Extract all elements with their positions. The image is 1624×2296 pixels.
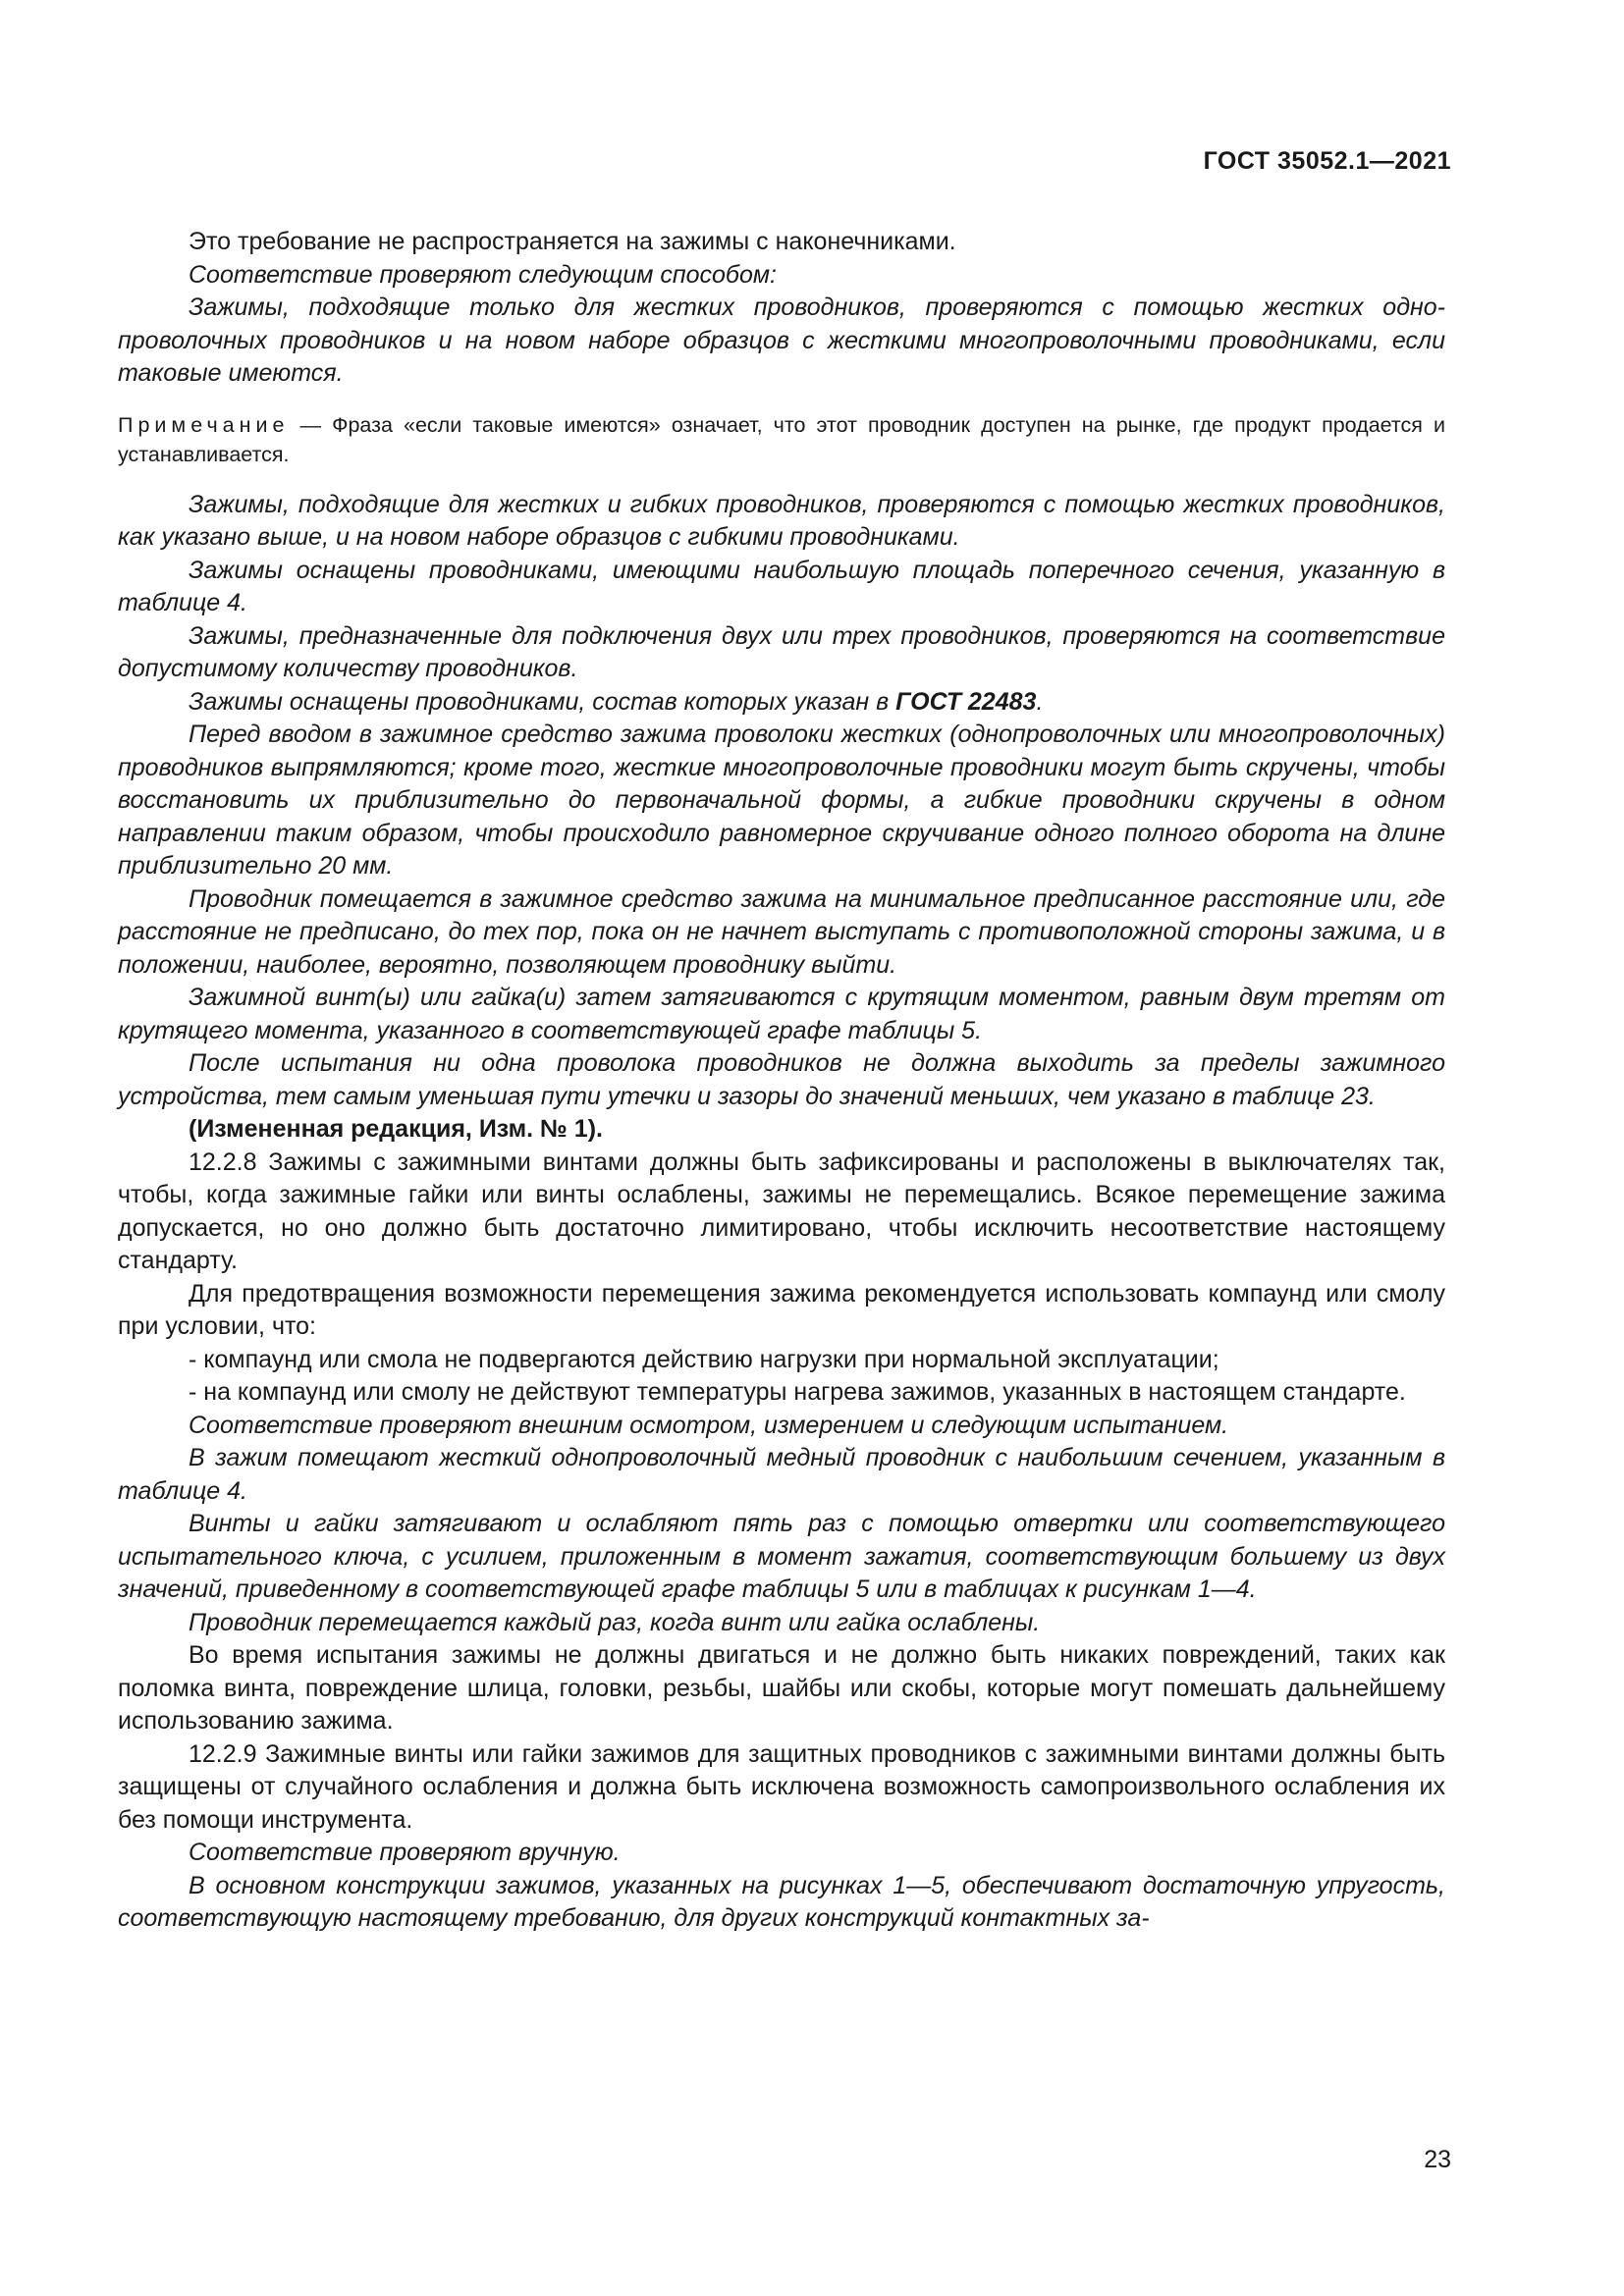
clause-12-2-9: 12.2.9 Зажимные винты или гайки зажимов для защитных проводников с зажимными винтами должны быть защищены от случайного ослабления и должна быть исключена возможность самопроизвольного ослабления их без помощи инструмента.: [118, 1739, 1445, 1834]
paragraph-text: Зажимы оснащены проводниками, состав которых указан в: [189, 687, 896, 716]
paragraph: Проводник перемещается каждый раз, когда винт или гайка ослаблены.: [189, 1608, 1041, 1636]
paragraph: Винты и гайки затягивают и ослабляют пять раз с помощью отвертки или соответствующего испытательного ключа, с усилием, приложенным в момент зажатия, соответствующим большему из двух значений, приведенному в соответствующей графе таблицы 5 или в таблицах к рисункам 1—4.: [118, 1510, 1445, 1603]
paragraph: В зажим помещают жесткий однопроволочный медный проводник с наибольшим сечением, указанным в таблице 4.: [118, 1444, 1445, 1505]
paragraph: Для предотвращения возможности перемещения зажима рекомендуется использовать компаунд или смолу при условии, что:: [118, 1279, 1445, 1340]
paragraph: Зажимы, подходящие для жестких и гибких проводников, проверяются с помощью жестких проводников, как указано выше, и на новом наборе образцов с гибкими проводниками.: [118, 490, 1445, 551]
page-number: 23: [1424, 2146, 1451, 2173]
paragraph: Соответствие проверяют вручную.: [189, 1839, 621, 1866]
note-label: Примечание: [118, 412, 290, 437]
paragraph: Соответствие проверяют внешним осмотром, измерением и следующим испытанием.: [189, 1411, 1229, 1439]
amendment-note: (Измененная редакция, Изм. № 1).: [189, 1115, 603, 1143]
paragraph: Перед вводом в зажимное средство зажима проволоки жестких (однопроволочных или многопроволочных) проводников выпрямляются; кроме того, жесткие многопроволочные проводники могут быть скручены, чтобы восстановить их приблизительно до первоначальной формы, а гибкие проводники скручены в одном направлении таким образом, чтобы происходило равномерное скручивание одного полного оборота на длине приблизительно 20 мм.: [118, 721, 1445, 880]
paragraph: Зажимы оснащены проводниками, имеющими наибольшую площадь поперечного сечения, указанную в таблице 4.: [118, 556, 1445, 616]
paragraph: Проводник помещается в зажимное средство зажима на минимальное предписанное расстояние или, где расстояние не предписано, до тех пор, пока он не начнет выступать с противоположной стороны зажима, и в положении, наиболее, вероятно, позволяющем проводнику выйти.: [118, 884, 1445, 979]
paragraph: Зажимы, предназначенные для подключения двух или трех проводников, проверяются на соответствие допустимому количеству проводников.: [118, 621, 1445, 682]
paragraph: [118, 686, 1445, 720]
paragraph: Соответствие проверяют следующим способом:: [189, 260, 777, 289]
paragraph: Во время испытания зажимы не должны двигаться и не должно быть никаких повреждений, таких как поломка винта, повреждение шлица, головки, резьбы, шайбы или скобы, которые могут помешать дальнейшему использованию зажима.: [118, 1641, 1445, 1735]
document-body: [118, 226, 1445, 1936]
list-item: - на компаунд или смолу не действуют температуры нагрева зажимов, указанных в настоящем стандарте.: [189, 1378, 1406, 1406]
paragraph-text: .: [1036, 687, 1044, 716]
note-text: — Фраза «если таковые имеются» означает, что этот проводник доступен на рынке, где продукт продается и устанавливается.: [118, 412, 1445, 466]
standard-reference: ГОСТ 22483: [895, 687, 1037, 716]
paragraph: Это требование не распространяется на зажимы с наконечниками.: [189, 228, 956, 255]
paragraph: В основном конструкции зажимов, указанных на рисунках 1—5, обеспечивают достаточную упругость, соответствующую настоящему требованию, для других конструкций контактных за-: [118, 1871, 1445, 1932]
paragraph: Зажимной винт(ы) или гайка(и) затем затягиваются с крутящим моментом, равным двум третям от крутящего момента, указанного в соответствующей графе таблицы 5.: [118, 984, 1445, 1044]
note: [118, 410, 1445, 469]
document-header: ГОСТ 35052.1—2021: [1203, 147, 1451, 175]
list-item: - компаунд или смола не подвергаются действию нагрузки при нормальной эксплуатации;: [189, 1345, 1219, 1373]
paragraph: Зажимы, подходящие только для жестких проводников, проверяются с помощью жестких однопроволочных проводников и на новом наборе образцов с жесткими многопроволочными проводниками, если таковые имеются.: [118, 294, 1445, 387]
paragraph: После испытания ни одна проволока проводников не должна выходить за пределы зажимного устройства, тем самым уменьшая пути утечки и зазоры до значений меньших, чем указано в таблице 23.: [118, 1049, 1445, 1110]
clause-12-2-8: 12.2.8 Зажимы с зажимными винтами должны быть зафиксированы и расположены в выключателях так, чтобы, когда зажимные гайки или винты ослаблены, зажимы не перемещались. Всякое перемещение зажима допускается, но оно должно быть достаточно лимитировано, чтобы исключить несоответствие настоящему стандарту.: [118, 1148, 1445, 1274]
